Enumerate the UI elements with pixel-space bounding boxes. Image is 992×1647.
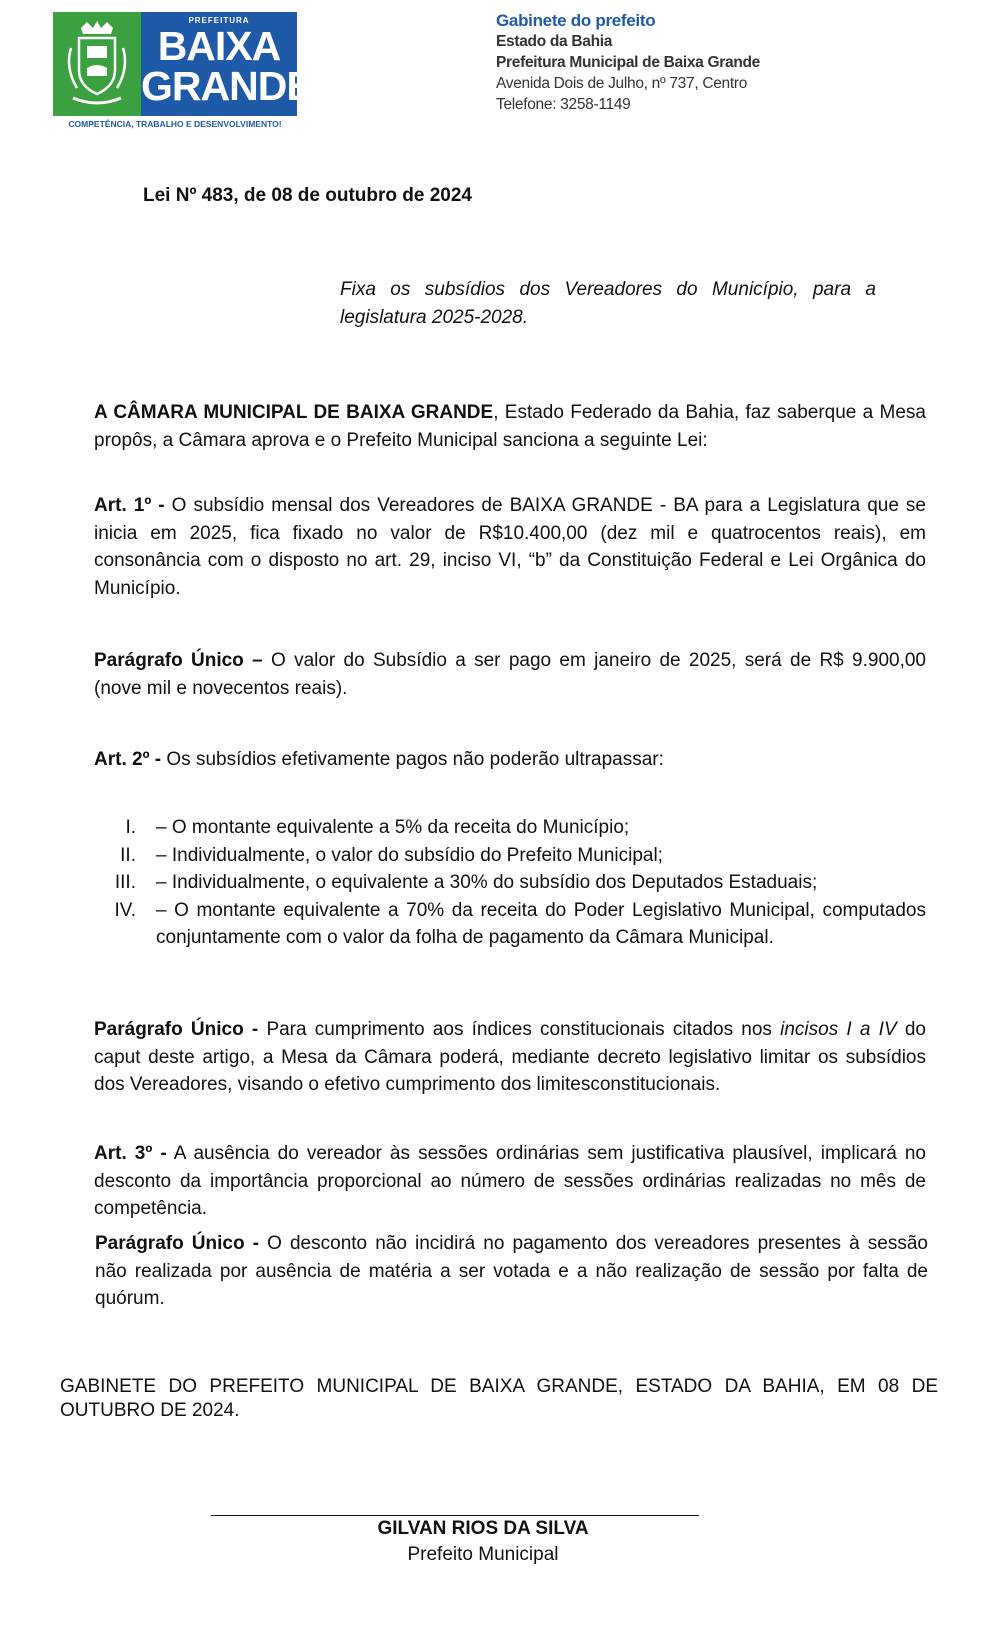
office-address: Avenida Dois de Julho, nº 737, Centro [496, 75, 748, 92]
list-item [94, 869, 926, 897]
list-item [94, 814, 926, 842]
article-3-text: A ausência do vereador às sessões ordinárias sem justificativa plausível, implicará no desconto da importância proporcional ao número de sessões ordinárias realizadas no mês de competência. [94, 1143, 926, 1219]
coat-of-arms-icon [61, 18, 133, 110]
article-3 [94, 1140, 926, 1223]
signatory-role: Prefeito Municipal [407, 1544, 559, 1565]
closing-statement: GABINETE DO PREFEITO MUNICIPAL DE BAIXA GRANDE, ESTADO DA BAHIA, EM 08 DE OUTUBRO DE 2024. [60, 1376, 938, 1421]
paragraph-2-label: Parágrafo Único - [94, 1019, 259, 1040]
inciso-number: IV. [114, 899, 136, 921]
logo-line-1: BAIXA [157, 23, 281, 69]
inciso-number: III. [114, 872, 136, 893]
article-1-text: O subsídio mensal dos Vereadores de BAIXA GRANDE - BA para a Legislatura que se inicia em 2025, fica fixado no valor de R$10.400,00 (dez mil e quatrocentos reais), em consonância com o disposto no art. 29, inciso VI, “b” da Constituição Federal e Lei Orgânica do Município. [94, 495, 926, 599]
preamble-bold: A CÂMARA MUNICIPAL DE BAIXA GRANDE [94, 402, 494, 423]
paragraph-1-label: Parágrafo Único – [94, 650, 263, 671]
inciso-text: – O montante equivalente a 5% da receita do Município; [156, 817, 630, 838]
law-title: Lei Nº 483, de 08 de outubro de 2024 [143, 185, 472, 206]
preamble-text: , Estado Federado da Bahia, faz saberque a Mesa propôs, a Câmara aprova e o Prefeito Municipal sanciona a seguinte Lei: [94, 402, 927, 451]
paragraph-3-label: Parágrafo Único - [95, 1233, 260, 1254]
article-2 [94, 746, 926, 774]
signature-line [211, 1515, 699, 1516]
logo-line-2: GRANDE [141, 63, 313, 109]
article-1-label: Art. 1º - [94, 495, 165, 516]
law-ementa: Fixa os subsídios dos Vereadores do Município, para a legislatura 2025-2028. [340, 279, 876, 328]
preamble-paragraph [94, 399, 926, 454]
logo-slogan: COMPETÊNCIA, TRABALHO E DESENVOLVIMENTO! [68, 119, 282, 129]
logo-prefix: PREFEITURA [188, 16, 250, 25]
article-3-label: Art. 3º - [94, 1143, 167, 1164]
article-2-label: Art. 2º - [94, 749, 162, 770]
office-phone: Telefone: 3258-1149 [496, 96, 631, 113]
inciso-number: II. [120, 844, 136, 866]
article-3-sole-paragraph [95, 1230, 928, 1313]
article-1 [94, 492, 926, 602]
paragraph-2-text-a: Para cumprimento aos índices constitucionais citados nos [258, 1019, 781, 1040]
signatory-name: GILVAN RIOS DA SILVA [377, 1518, 589, 1539]
list-item [94, 842, 926, 870]
state-name: Estado da Bahia [496, 33, 613, 50]
municipality-logo [53, 12, 313, 116]
article-1-sole-paragraph [94, 647, 926, 702]
office-name: Gabinete do prefeito [496, 11, 656, 30]
inciso-text: – Individualmente, o valor do subsídio do Prefeito Municipal; [156, 844, 663, 866]
municipality-name: Prefeitura Municipal de Baixa Grande [496, 54, 760, 71]
list-item [94, 897, 926, 952]
article-2-incisos-list [94, 814, 926, 952]
inciso-text: – O montante equivalente a 70% da receita do Poder Legislativo Municipal, computados conjuntamente com o valor da folha de pagamento da Câmara Municipal. [156, 899, 926, 948]
article-2-text: Os subsídios efetivamente pagos não poderão ultrapassar: [161, 749, 664, 770]
article-2-sole-paragraph [94, 1016, 926, 1099]
paragraph-2-italic: incisos I a IV [780, 1019, 897, 1040]
office-contact-block [496, 10, 760, 115]
paragraph-3-text: O desconto não incidirá no pagamento dos vereadores presentes à sessão não realizada por ausência de matéria a ser votada e a não realização de sessão por falta de quórum. [95, 1233, 928, 1309]
inciso-text: – Individualmente, o equivalente a 30% do subsídio dos Deputados Estaduais; [156, 872, 818, 893]
paragraph-2-text-b: do caput deste artigo, a Mesa da Câmara poderá, mediante decreto legislativo limitar os subsídios dos Vereadores, visando o efetivo cumprimento dos limitesconstitucionais. [94, 1019, 926, 1095]
inciso-number: I. [125, 817, 136, 838]
paragraph-1-text: O valor do Subsídio a ser pago em janeiro de 2025, será de R$ 9.900,00 (nove mil e novecentos reais). [94, 650, 926, 699]
